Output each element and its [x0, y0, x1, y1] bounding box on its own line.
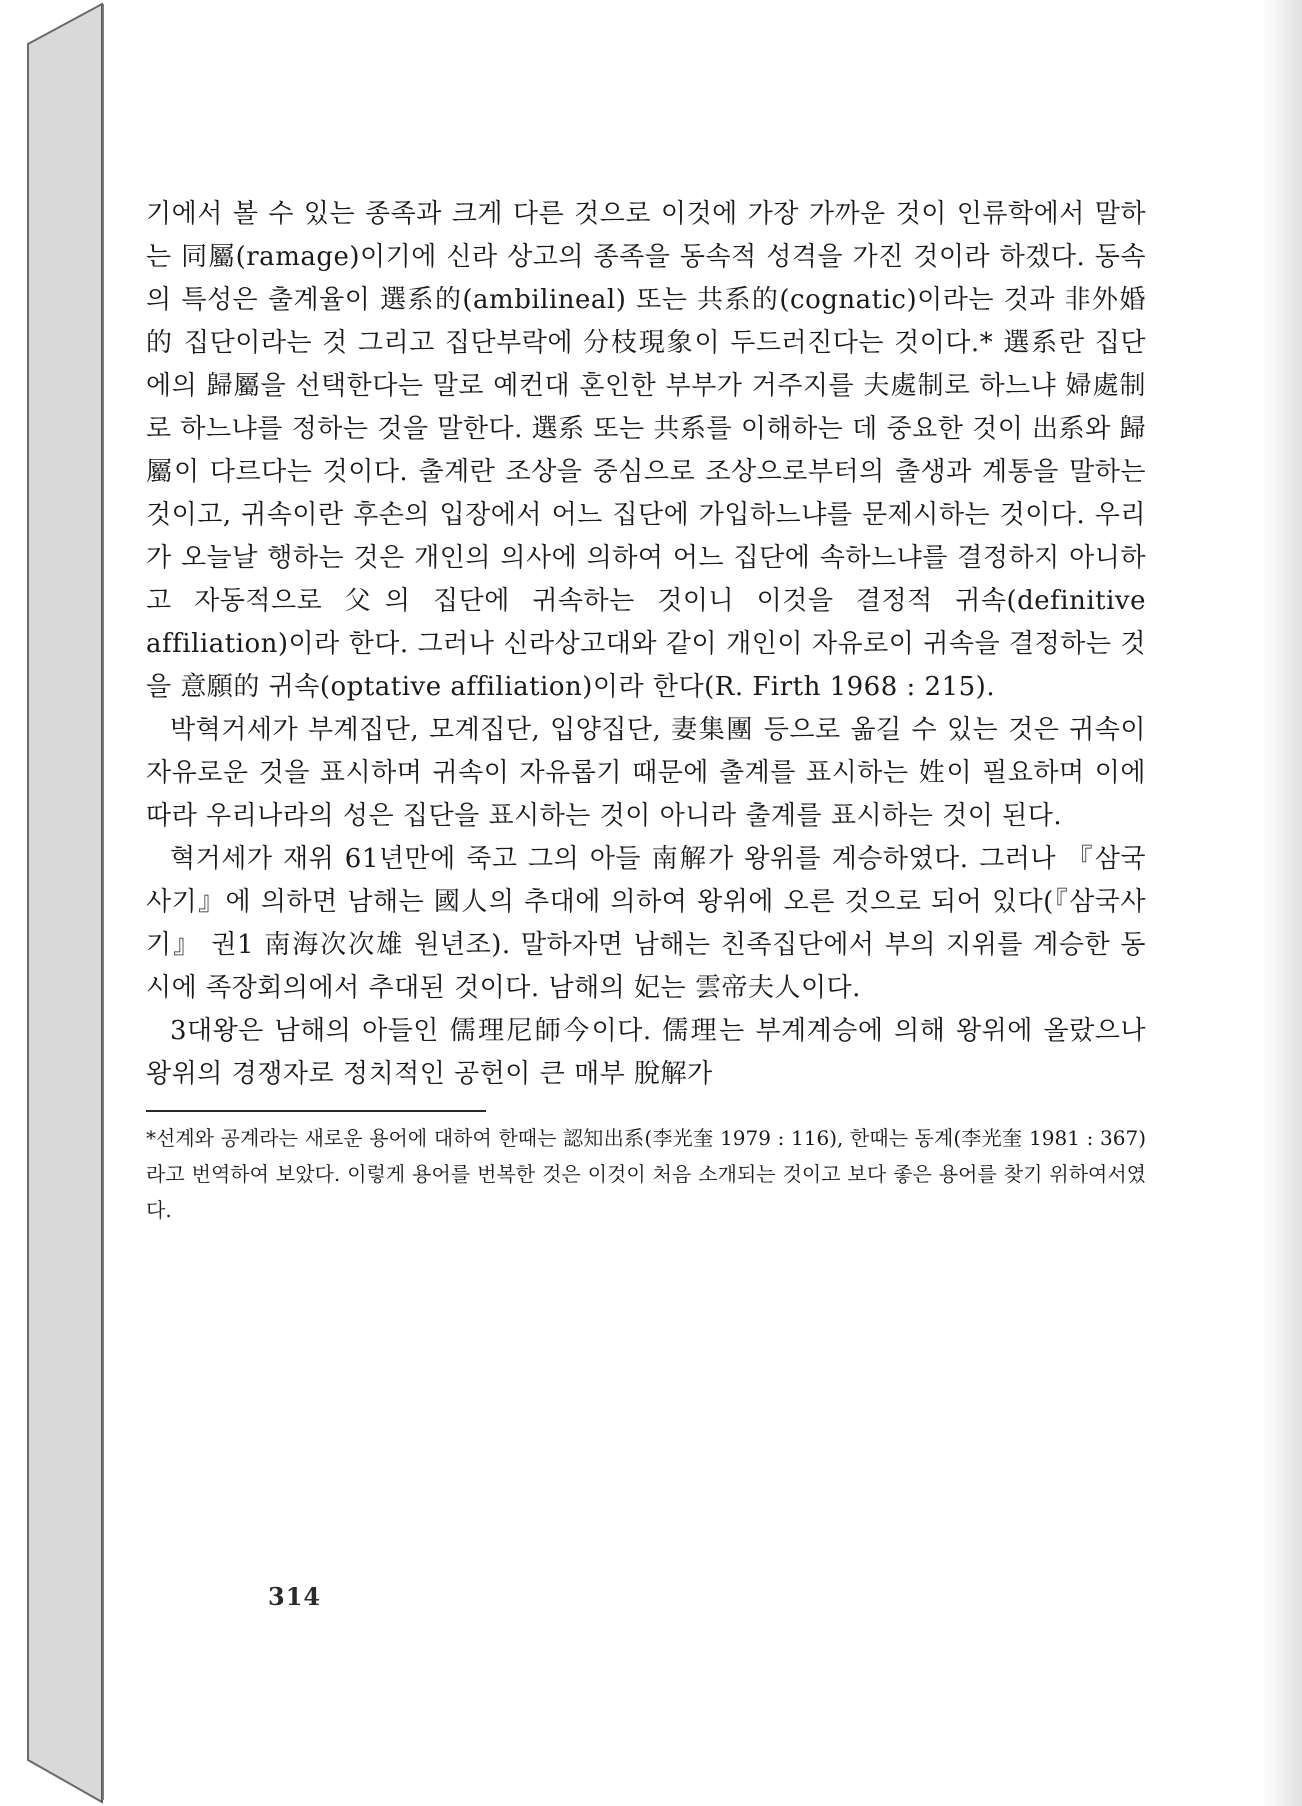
page-body [146, 193, 1146, 1228]
body-paragraph-4: 3대왕은 남해의 아들인 儒理尼師今이다. 儒理는 부계계승에 의해 왕위에 올랐으나 왕위의 경쟁자로 정치적인 공헌이 큰 매부 脫解가 [146, 1016, 1146, 1089]
body-paragraph-1: 기에서 볼 수 있는 종족과 크게 다른 것으로 이것에 가장 가까운 것이 인류학에서 말하는 同屬(ramage)이기에 신라 상고의 종족을 동속적 성격을 가진 것이라 하겠다. 동속의 특성은 출계율이 選系的(ambilineal) 또는 共系的(cognatic)이라는 것과 非外婚的 집단이라는 것 그리고 집단부락에 分枝現象이 두드러진다는 것이다.* 選系란 집단에의 歸屬을 선택한다는 말로 예컨대 혼인한 부부가 거주지를 夫處制로 하느냐 婦處制로 하느냐를 정하는 것을 말한다. 選系 또는 共系를 이해하는 데 중요한 것이 出系와 歸屬이 다르다는 것이다. 출계란 조상을 중심으로 조상으로부터의 출생과 계통을 말하는 것이고, 귀속이란 후손의 입장에서 어느 집단에 가입하느냐를 문제시하는 것이다. 우리가 오늘날 행하는 것은 개인의 의사에 의하여 어느 집단에 속하느냐를 결정하지 아니하고 자동적으로 父의 집단에 귀속하는 것이니 이것을 결정적 귀속(definitive affiliation)이라 한다. 그러나 신라상고대와 같이 개인이 자유로이 귀속을 결정하는 것을 意願的 귀속(optative affiliation)이라 한다(R. Firth 1968 : 215). [146, 199, 1146, 702]
footnote-text: *선계와 공계라는 새로운 용어에 대하여 한때는 認知出系(李光奎 1979 : 116), 한때는 동계(李光奎 1981 : 367)라고 번역하여 보았다. 이렇게 용어를 번복한 것은 이것이 처음 소개되는 것이고 보다 좋은 용어를 찾기 위하여서였다. [146, 1126, 1146, 1222]
body-paragraph-3: 혁거세가 재위 61년만에 죽고 그의 아들 南解가 왕위를 계승하였다. 그러나 『삼국사기』에 의하면 남해는 國人의 추대에 의하여 왕위에 오른 것으로 되어 있다(『삼국사기』 권1 南海次次雄 원년조). 말하자면 남해는 친족집단에서 부의 지위를 계승한 동시에 족장회의에서 추대된 것이다. 남해의 妃는 雲帝夫人이다. [146, 844, 1146, 1003]
page-edge-shadow [1262, 0, 1302, 1806]
footnote-divider [146, 1110, 486, 1112]
body-paragraph-2: 박혁거세가 부계집단, 모계집단, 입양집단, 妻集團 등으로 옮길 수 있는 것은 귀속이 자유로운 것을 표시하며 귀속이 자유롭기 때문에 출계를 표시하는 姓이 필요하며 이에 따라 우리나라의 성은 집단을 표시하는 것이 아니라 출계를 표시하는 것이 된다. [146, 715, 1146, 831]
page-number: 314 [268, 1582, 322, 1611]
